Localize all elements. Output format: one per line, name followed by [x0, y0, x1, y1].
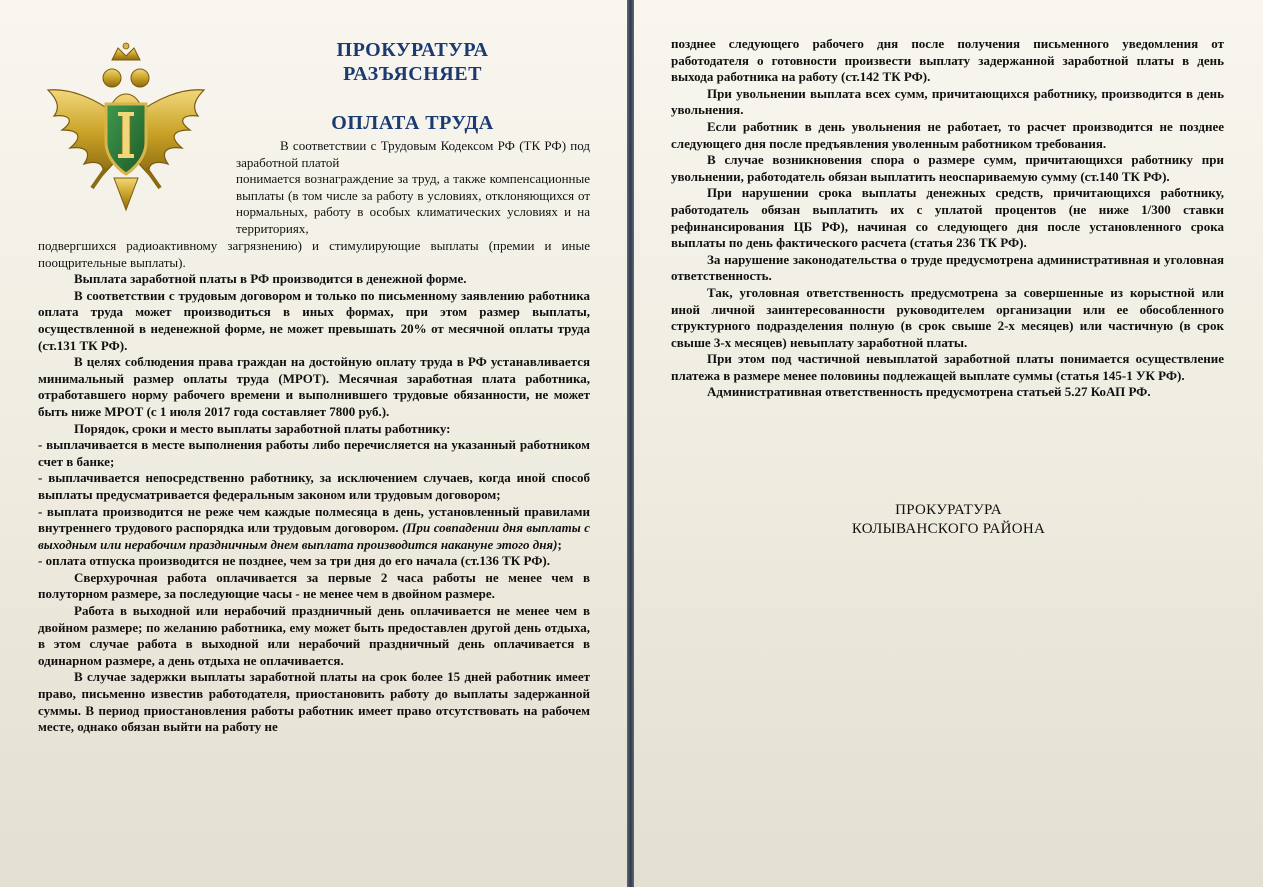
left-page	[0, 0, 627, 887]
page-title: ОПЛАТА ТРУДА	[331, 112, 494, 134]
list-item: - оплата отпуска производится не позднее, чем за три дня до его начала (ст.136 ТК РФ).	[38, 553, 550, 569]
paragraph-partial: При этом под частичной невыплатой заработной платы понимается осуществление платежа в размере менее половины подлежащей выплате суммы (статья 145-1 УК РФ).	[671, 351, 1224, 383]
intro-paragraph-1: В соответствии с Трудовым Кодексом РФ (ТК РФ) под заработной платой	[236, 138, 590, 170]
header-line-prosecutor: ПРОКУРАТУРА	[336, 39, 489, 61]
paragraph-holiday: Работа в выходной или нерабочий праздничный день оплачивается не менее чем в двойном размере; по желанию работника, ему может быть предоставлен другой день отдыха, в этом случае работа в выходной или нерабочий праздничный день оплачивается в одинарном размере, а день отдыха не оплачивается.	[38, 603, 590, 668]
intro-paragraph-3: подвергшихся радиоактивному загрязнению) и стимулирующие выплаты (премии и иные поощрительные выплаты).	[38, 238, 590, 270]
header-line-explains: РАЗЪЯСНЯЕТ	[343, 63, 482, 85]
prosecutor-emblem-icon	[40, 38, 212, 216]
paragraph-dispute: В случае возникновения спора о размере сумм, причитающихся работнику при увольнении, работодатель обязан выплатить неоспариваемую сумму (ст.140 ТК РФ).	[671, 152, 1224, 184]
paragraph-not-working: Если работник в день увольнения не работает, то расчет производится не позднее следующего дня после предъявления уволенным работником требования.	[671, 118, 1224, 151]
list-item-text: - выплата производится не реже чем каждые полмесяца в день, установленный правилами внутреннего трудового распорядка или трудовым договором.	[38, 503, 590, 536]
paragraph-mrot: В целях соблюдения права граждан на достойную оплату труда в РФ устанавливается минимальный размер оплаты труда (МРОТ). Месячная заработная плата работника, отработавшего норму рабочего времени и выполнившего трудовые обязанности, не может быть ниже МРОТ (с 1 июля 2017 года составляет 7800 руб.).	[38, 354, 590, 419]
list-item-end: ;	[557, 536, 562, 552]
signature-line-2: КОЛЫВАНСКОГО РАЙОНА	[851, 521, 1046, 537]
paragraph-dismissal: При увольнении выплата всех сумм, причитающихся работнику, производится в день увольнения.	[671, 85, 1224, 118]
right-page	[634, 0, 1263, 887]
paragraph-money-form: Выплата заработной платы в РФ производится в денежной форме.	[74, 271, 467, 287]
paragraph-order-title: Порядок, сроки и место выплаты заработной платы работнику:	[74, 420, 451, 436]
paragraph-delay: В случае задержки выплаты заработной платы на срок более 15 дней работник имеет право, письменно известив работодателя, приостановить работу до выплаты задержанной суммы. В период приостановления работы работник имеет право отсутствовать на рабочем месте, однако обязан выйти на работу не	[38, 669, 590, 735]
paragraph-criminal: Так, уголовная ответственность предусмотрена за совершенные из корыстной или иной личной заинтересованности руководителем организации или ее обособленного структурного подразделения полную (в срок свыше 2-х месяцев) или частичную (в срок свыше 3-х месяцев) невыплату заработной платы.	[671, 284, 1224, 350]
paragraph-liability: За нарушение законодательства о труде предусмотрена административная и уголовная ответственность.	[671, 251, 1224, 284]
paragraph-other-forms: В соответствии с трудовым договором и только по письменному заявлению работника оплата труда может производиться в иных формах, при этом размер выплаты, осуществленной в неденежной форме, не может превышать 20% от месячной оплаты труда (ст.131 ТК РФ).	[38, 287, 590, 353]
paragraph-delay-continued: позднее следующего рабочего дня после получения письменного уведомления от работодателя о готовности произвести выплату задержанной заработной платы в день выхода работника на работу (ст.142 ТК РФ).	[671, 36, 1224, 85]
intro-block	[236, 138, 590, 238]
main-text-block	[38, 238, 590, 736]
list-item: - выплачивается непосредственно работнику, за исключением случаев, когда иной способ выплаты предусматривается федеральным законом или трудовым договором;	[38, 470, 590, 502]
page-gutter	[627, 0, 634, 887]
intro-paragraph-2: понимается вознаграждение за труд, а также компенсационные выплаты (в том числе за работу в условиях, отклоняющихся от нормальных, работу в особых климатических условиях и на территориях,	[236, 171, 590, 236]
list-item: - выплачивается в месте выполнения работы либо перечисляется на указанный работником счет в банке;	[38, 437, 590, 469]
list-item-payday	[38, 504, 590, 554]
list-item-note: (При совпадении дня выплаты с выходным или нерабочим праздничным днем выплата производится накануне этого дня)	[38, 520, 591, 552]
right-text-block	[671, 36, 1224, 401]
signature-line-1: ПРОКУРАТУРА	[895, 502, 1002, 518]
paragraph-overtime: Сверхурочная работа оплачивается за первые 2 часа работы не менее чем в полуторном размере, за последующие часы - не менее чем в двойном размере.	[38, 569, 590, 602]
paragraph-admin: Административная ответственность предусмотрена статьей 5.27 КоАП РФ.	[707, 384, 1151, 400]
paragraph-interest: При нарушении срока выплаты денежных средств, причитающихся работнику, работодатель обязан выплатить их с уплатой процентов (не ниже 1/300 ставки рефинансирования ЦБ РФ), начиная со следующего дня после установленного срока выплаты по день фактического расчета (статья 236 ТК РФ).	[671, 185, 1224, 251]
